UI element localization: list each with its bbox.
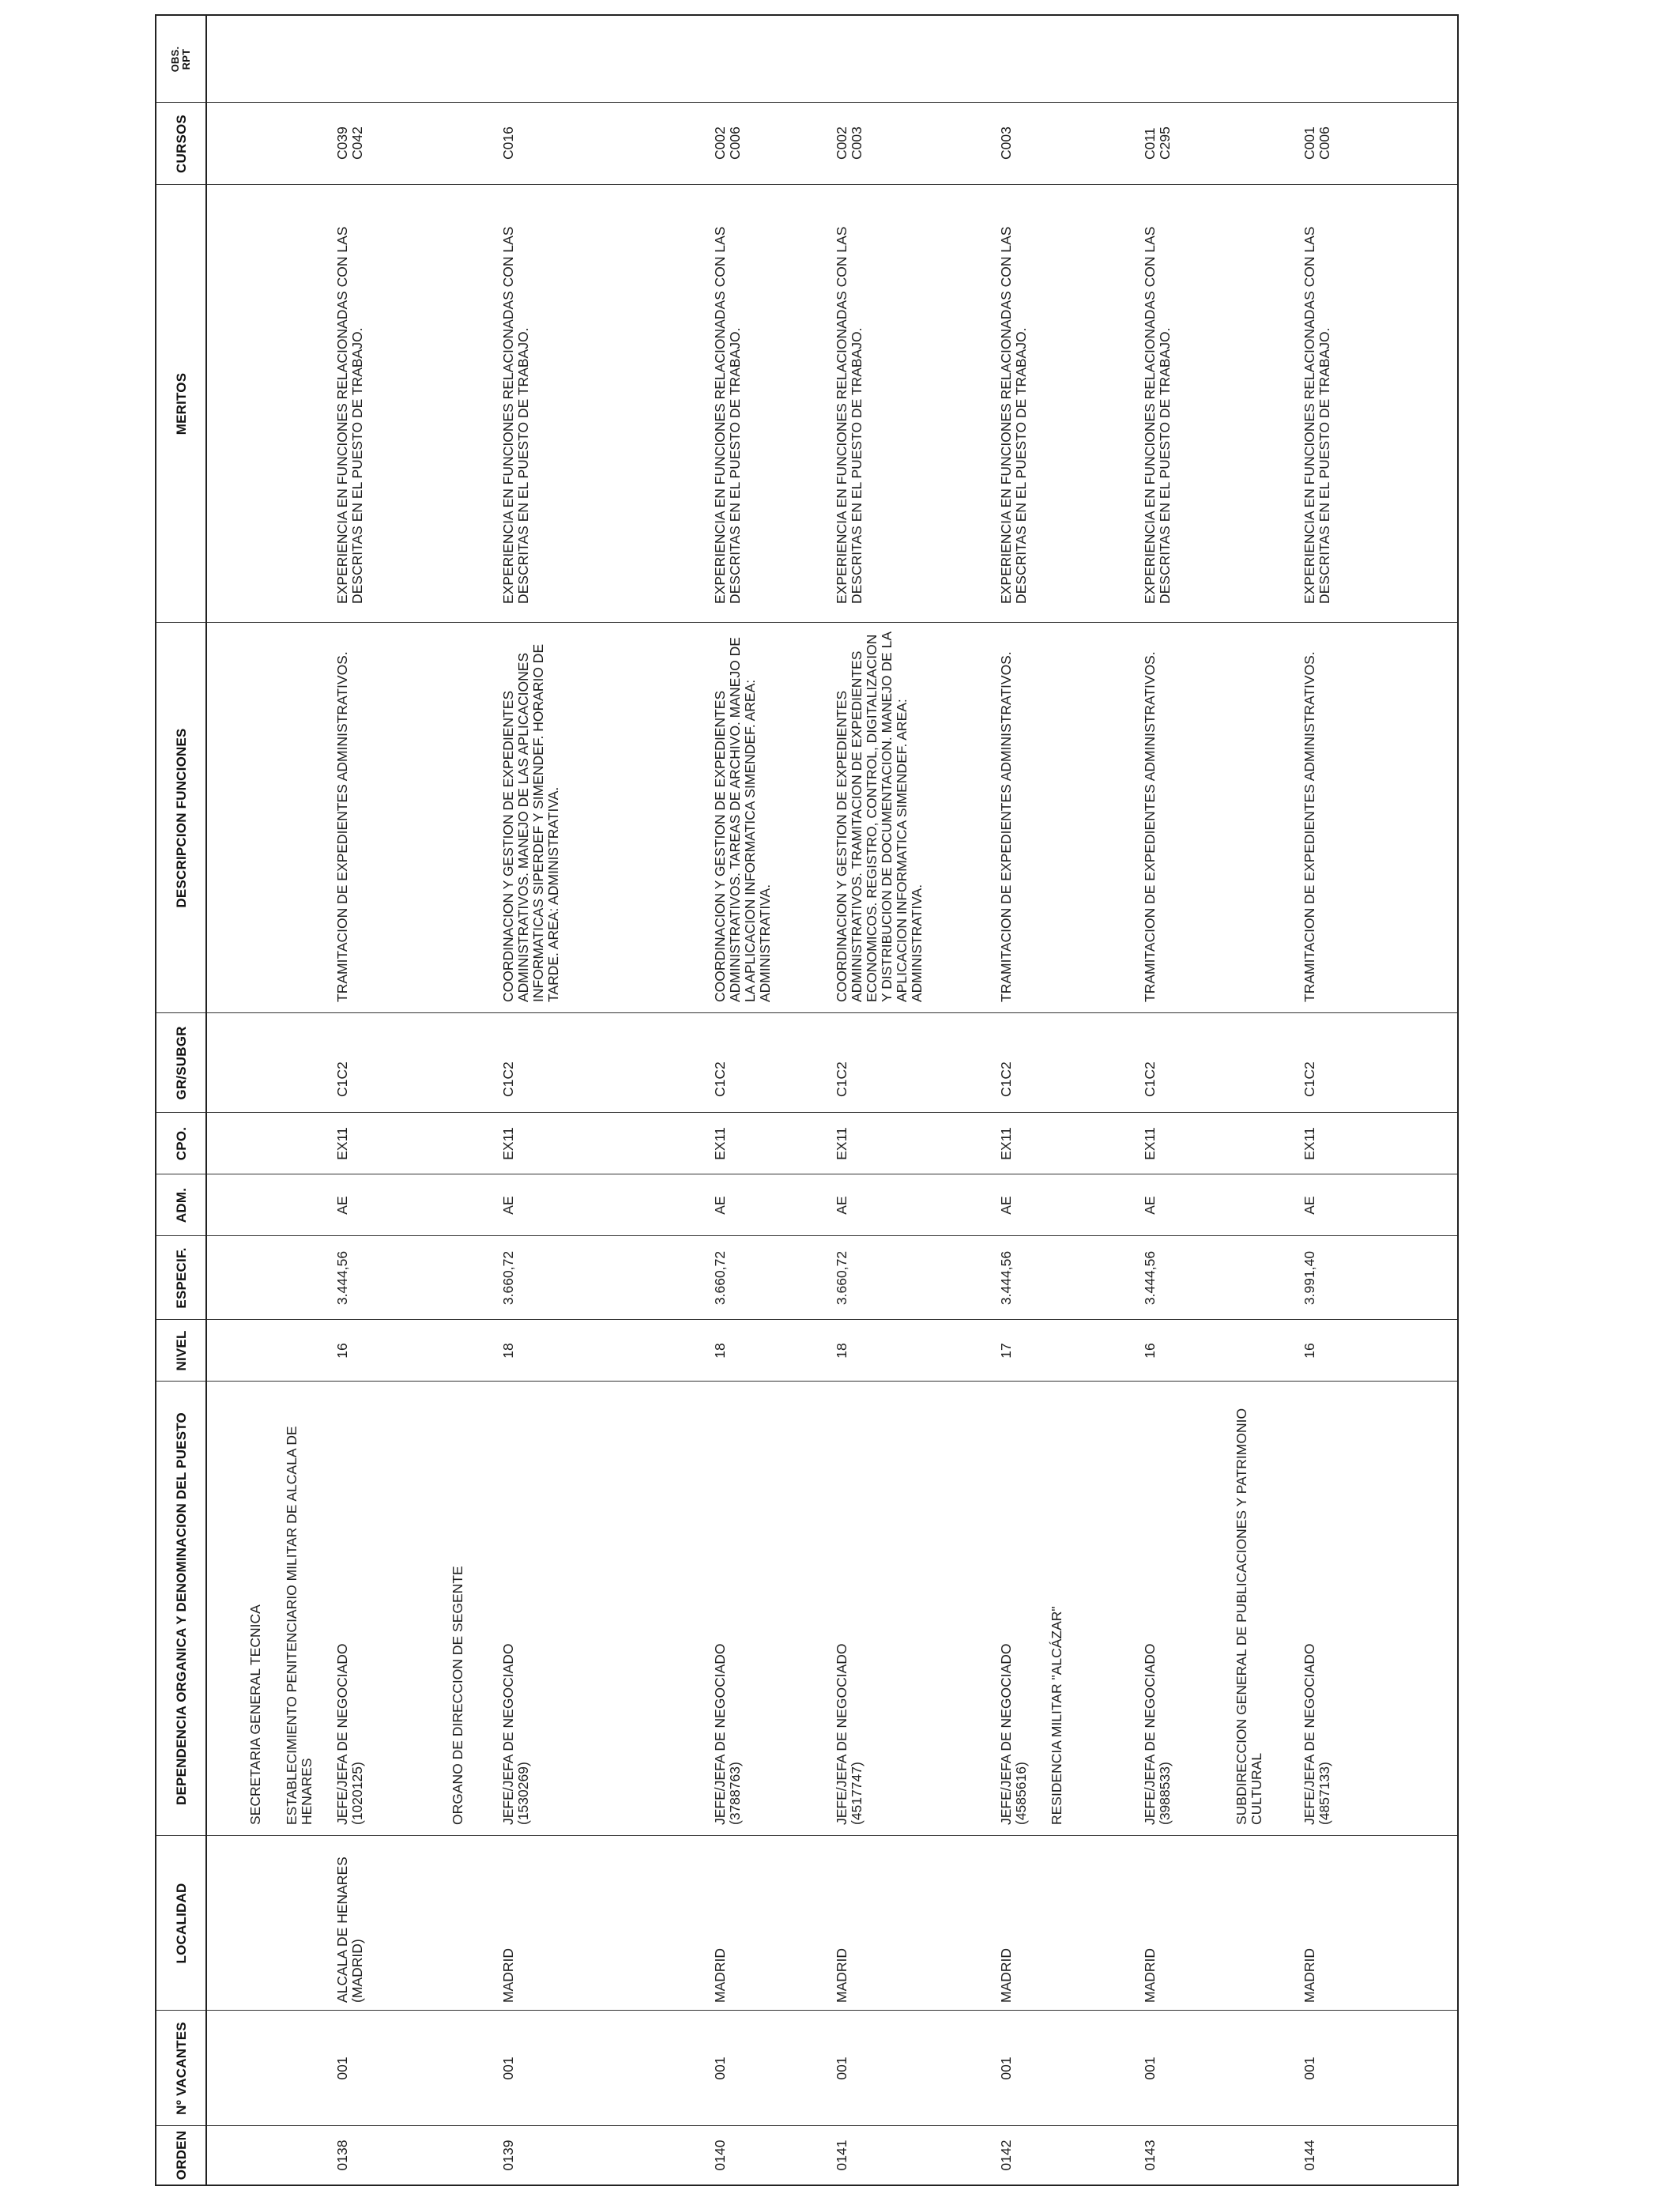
header-grsubgr: GR/SUBGR [173, 1026, 189, 1100]
vacantes-cell: 001 [1142, 2056, 1158, 2080]
descripcion-cell: TRAMITACION DE EXPEDIENTES ADMINISTRATIVOS. [998, 651, 1014, 1002]
grsubgr-cell: C1C2 [834, 1061, 849, 1097]
cpo-cell: EX11 [834, 1127, 849, 1160]
orden-cell: 0143 [1142, 2139, 1158, 2171]
cursos-cell: C002 C003 [834, 126, 864, 160]
vacancy-table [155, 14, 1459, 2186]
vacantes-cell: 001 [834, 2056, 849, 2080]
adm-cell: AE [712, 1196, 728, 1215]
grsubgr-cell: C1C2 [334, 1061, 350, 1097]
nivel-cell: 18 [712, 1343, 728, 1359]
cpo-cell: EX11 [500, 1127, 516, 1160]
header-especif: ESPECIF. [173, 1247, 189, 1309]
col-divider [156, 2010, 1457, 2011]
header-meritos: MERITOS [173, 372, 189, 435]
especif-cell: 3.444,56 [334, 1250, 350, 1306]
grsubgr-cell: C1C2 [500, 1061, 516, 1097]
header-vacantes: Nº VACANTES [173, 2022, 189, 2115]
meritos-cell: EXPERIENCIA EN FUNCIONES RELACIONADAS CON LAS DESCRITAS EN EL PUESTO DE TRABAJO. [712, 222, 743, 604]
meritos-cell: EXPERIENCIA EN FUNCIONES RELACIONADAS CON LAS DESCRITAS EN EL PUESTO DE TRABAJO. [1142, 222, 1173, 604]
header-orden: ORDEN [173, 2130, 189, 2181]
cpo-cell: EX11 [1301, 1127, 1317, 1160]
especif-cell: 3.660,72 [712, 1250, 728, 1306]
puesto-cell: JEFE/JEFA DE NEGOCIADO (1020125) [334, 1643, 365, 1825]
header-descripcion: DESCRIPCION FUNCIONES [173, 728, 189, 908]
localidad-cell: ALCALA DE HENARES (MADRID) [334, 1857, 365, 2003]
especif-cell: 3.991,40 [1301, 1250, 1317, 1306]
localidad-cell: MADRID [834, 1947, 849, 2003]
col-divider [156, 1381, 1457, 1382]
header-adm: ADM. [173, 1187, 189, 1223]
header-nivel: NIVEL [173, 1330, 189, 1371]
adm-cell: AE [834, 1196, 849, 1215]
col-divider [156, 2125, 1457, 2126]
orden-cell: 0142 [998, 2139, 1014, 2171]
orden-cell: 0140 [712, 2139, 728, 2171]
adm-cell: AE [998, 1196, 1014, 1215]
cursos-cell: C011 C295 [1142, 126, 1173, 160]
localidad-cell: MADRID [500, 1947, 516, 2003]
orden-cell: 0141 [834, 2139, 849, 2171]
orden-cell: 0139 [500, 2139, 516, 2171]
cursos-cell: C001 C006 [1301, 126, 1332, 160]
header-dependencia: DEPENDENCIA ORGANICA Y DENOMINACION DEL PUESTO [173, 1412, 189, 1805]
especif-cell: 3.444,56 [998, 1250, 1014, 1306]
col-divider [156, 184, 1457, 185]
header-cursos: CURSOS [173, 115, 189, 173]
descripcion-cell: COORDINACION Y GESTION DE EXPEDIENTES ADMINISTRATIVOS. TAREAS DE ARCHIVO. MANEJO DE LA APLICACION INFORMATICA SIMENDEF. AREA: ADMINISTRATIVA. [712, 633, 773, 1002]
puesto-cell: JEFE/JEFA DE NEGOCIADO (4857133) [1301, 1643, 1332, 1825]
descripcion-cell: COORDINACION Y GESTION DE EXPEDIENTES ADMINISTRATIVOS. TRAMITACION DE EXPEDIENTES ECONOMICOS. REGISTRO, CONTROL, DIGITALIZACION Y DISTRIBUCION DE DOCUMENTACION. MANEJO DE LA APLICACION INFORMATICA SIMENDEF. AREA: ADMINISTRATIVA. [834, 629, 925, 1002]
localidad-cell: MADRID [712, 1947, 728, 2003]
nivel-cell: 16 [1142, 1343, 1158, 1359]
puesto-cell: JEFE/JEFA DE NEGOCIADO (3988533) [1142, 1643, 1173, 1825]
nivel-cell: 18 [500, 1343, 516, 1359]
adm-cell: AE [500, 1196, 516, 1215]
adm-cell: AE [1301, 1196, 1317, 1215]
header-cpo: CPO. [173, 1126, 189, 1161]
header-rpt: RPT [180, 48, 192, 70]
puesto-cell: JEFE/JEFA DE NEGOCIADO (4517747) [834, 1643, 864, 1825]
puesto-cell: JEFE/JEFA DE NEGOCIADO (4585616) [998, 1643, 1029, 1825]
meritos-cell: EXPERIENCIA EN FUNCIONES RELACIONADAS CON LAS DESCRITAS EN EL PUESTO DE TRABAJO. [998, 222, 1029, 604]
group-label: SECRETARIA GENERAL TECNICA [247, 1604, 263, 1825]
localidad-cell: MADRID [1301, 1947, 1317, 2003]
header-obs-rpt [156, 16, 205, 103]
col-divider [156, 1012, 1457, 1013]
grsubgr-cell: C1C2 [712, 1061, 728, 1097]
nivel-cell: 16 [1301, 1343, 1317, 1359]
vacantes-cell: 001 [334, 2056, 350, 2080]
especif-cell: 3.444,56 [1142, 1250, 1158, 1306]
puesto-cell: JEFE/JEFA DE NEGOCIADO (1530269) [500, 1643, 531, 1825]
adm-cell: AE [334, 1196, 350, 1215]
meritos-cell: EXPERIENCIA EN FUNCIONES RELACIONADAS CON LAS DESCRITAS EN EL PUESTO DE TRABAJO. [500, 222, 531, 604]
vacantes-cell: 001 [1301, 2056, 1317, 2080]
cpo-cell: EX11 [712, 1127, 728, 1160]
localidad-cell: MADRID [1142, 1947, 1158, 2003]
col-divider [156, 1319, 1457, 1320]
grsubgr-cell: C1C2 [1142, 1061, 1158, 1097]
cpo-cell: EX11 [1142, 1127, 1158, 1160]
adm-cell: AE [1142, 1196, 1158, 1215]
col-divider [156, 102, 1457, 103]
nivel-cell: 16 [334, 1343, 350, 1359]
descripcion-cell: TRAMITACION DE EXPEDIENTES ADMINISTRATIVOS. [334, 651, 350, 1002]
header-obs: OBS. [169, 46, 181, 73]
meritos-cell: EXPERIENCIA EN FUNCIONES RELACIONADAS CON LAS DESCRITAS EN EL PUESTO DE TRABAJO. [1301, 222, 1332, 604]
nivel-cell: 17 [998, 1343, 1014, 1359]
vacantes-cell: 001 [712, 2056, 728, 2080]
col-divider [156, 1835, 1457, 1836]
cpo-cell: EX11 [998, 1127, 1014, 1160]
cpo-cell: EX11 [334, 1127, 350, 1160]
orden-cell: 0138 [334, 2139, 350, 2171]
meritos-cell: EXPERIENCIA EN FUNCIONES RELACIONADAS CON LAS DESCRITAS EN EL PUESTO DE TRABAJO. [834, 222, 864, 604]
meritos-cell: EXPERIENCIA EN FUNCIONES RELACIONADAS CON LAS DESCRITAS EN EL PUESTO DE TRABAJO. [334, 222, 365, 604]
header-localidad: LOCALIDAD [173, 1883, 189, 1964]
group-label: SUBDIRECCION GENERAL DE PUBLICACIONES Y PATRIMONIO CULTURAL [1234, 1404, 1264, 1825]
vacantes-cell: 001 [998, 2056, 1014, 2080]
col-divider [156, 1112, 1457, 1113]
cursos-cell: C002 C006 [712, 126, 743, 160]
group-label: ORGANO DE DIRECCION DE SEGENTE [450, 1566, 465, 1825]
grsubgr-cell: C1C2 [998, 1061, 1014, 1097]
especif-cell: 3.660,72 [834, 1250, 849, 1306]
puesto-cell: JEFE/JEFA DE NEGOCIADO (3788763) [712, 1643, 743, 1825]
cursos-cell: C016 [500, 126, 516, 160]
grsubgr-cell: C1C2 [1301, 1061, 1317, 1097]
group-label: ESTABLECIMIENTO PENITENCIARIO MILITAR DE ALCALA DE HENARES [284, 1422, 315, 1825]
vacantes-cell: 001 [500, 2056, 516, 2080]
group-label: RESIDENCIA MILITAR "ALCÁZAR" [1049, 1606, 1064, 1825]
localidad-cell: MADRID [998, 1947, 1014, 2003]
descripcion-cell: TRAMITACION DE EXPEDIENTES ADMINISTRATIVOS. [1301, 651, 1317, 1002]
descripcion-cell: COORDINACION Y GESTION DE EXPEDIENTES ADMINISTRATIVOS. MANEJO DE LAS APLICACIONES INFORMATICAS SIPERDEF Y SIMENDEF. HORARIO DE TARDE. AREA: ADMINISTRATIVA. [500, 640, 561, 1002]
cursos-cell: C039 C042 [334, 126, 365, 160]
col-divider [156, 1235, 1457, 1236]
cursos-cell: C003 [998, 126, 1014, 160]
nivel-cell: 18 [834, 1343, 849, 1359]
descripcion-cell: TRAMITACION DE EXPEDIENTES ADMINISTRATIVOS. [1142, 651, 1158, 1002]
col-divider [156, 622, 1457, 623]
especif-cell: 3.660,72 [500, 1250, 516, 1306]
header-divider [205, 16, 207, 2185]
orden-cell: 0144 [1301, 2139, 1317, 2171]
